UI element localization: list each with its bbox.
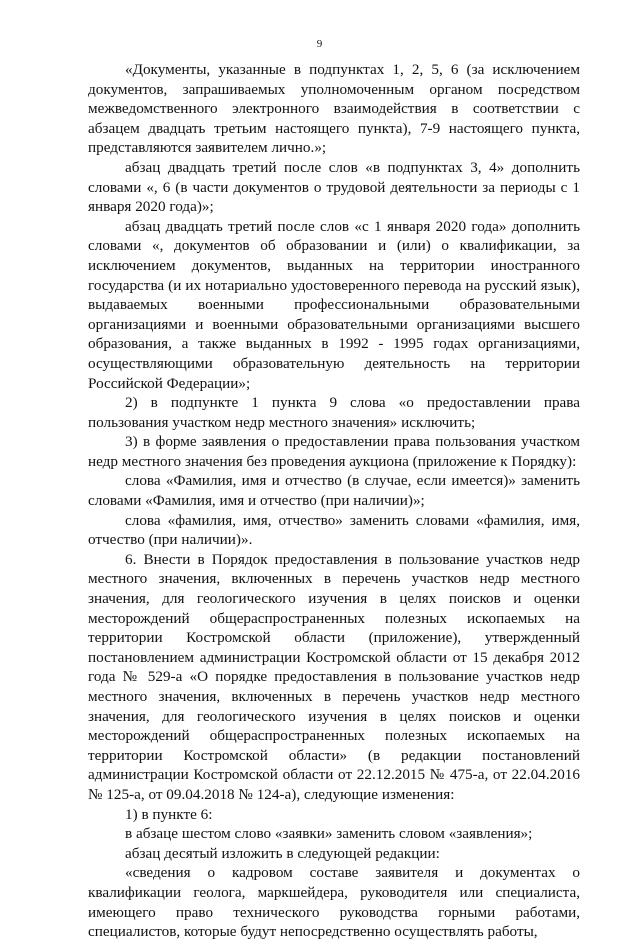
paragraph: 6. Внести в Порядок предоставления в пользование участков недр местного значения, включенных в перечень участков недр местного значения, для геологического изучения в целях поисков и оценки месторождений общераспространенных полезных ископаемых на территории Костромской области (приложение), утвержденный постановлением администрации Костромской области от 15 декабря 2012 года № 529-а «О порядке предоставления в пользование участков недр местного значения, включенных в перечень участков недр местного значения, для геологического изучения в целях поисков и оценки месторождений общераспространенных полезных ископаемых на территории Костромской области» (в редакции постановлений администрации Костромской области от 22.12.2015 № 475-а, от 22.04.2016 № 125-а, от 09.04.2018 № 124-а), следующие изменения: — [88, 550, 580, 803]
paragraph: абзац двадцать третий после слов «в подпунктах 3, 4» дополнить словами «, 6 (в части документов о трудовой деятельности за периоды с 1 января 2020 года)»; — [88, 158, 580, 216]
paragraph: «сведения о кадровом составе заявителя и документах о квалификации геолога, маркшейдера, руководителя или специалиста, имеющего право технического руководства горными работами, специалистов, которые будут непосредственно осуществлять работы, — [88, 864, 580, 941]
document-body — [88, 60, 580, 942]
paragraph: 2) в подпункте 1 пункта 9 слова «о предоставлении права пользования участком недр местного значения» исключить; — [88, 394, 580, 431]
page-number: 9 — [316, 38, 323, 50]
paragraph: 3) в форме заявления о предоставлении права пользования участком недр местного значения без проведения аукциона (приложение к Порядку): — [88, 433, 580, 470]
paragraph: абзац десятый изложить в следующей редакции: — [125, 844, 440, 862]
paragraph: «Документы, указанные в подпунктах 1, 2, 5, 6 (за исключением документов, запрашиваемых уполномоченным органом посредством межведомственного электронного взаимодействия в соответствии с абзацем двадцать третьим настоящего пункта), 7-9 настоящего пункта, представляются заявителем лично.»; — [88, 61, 580, 157]
paragraph: 1) в пункте 6: — [125, 805, 213, 823]
paragraph: слова «фамилия, имя, отчество» заменить словами «фамилия, имя, отчество (при наличии)». — [88, 511, 580, 549]
paragraph: абзац двадцать третий после слов «с 1 января 2020 года» дополнить словами «, документов об образовании и (или) о квалификации, за исключением документов, выданных на территории иностранного государства (и их нотариально удостоверенного перевода на русский язык), выдаваемых военными профессиональными образовательными организациями и военными образовательными организациями высшего образования, а также выданных в 1992 - 1995 годах организациями, осуществляющими образовательную деятельность на территории Российской Федерации»; — [88, 217, 580, 392]
paragraph: слова «Фамилия, имя и отчество (в случае, если имеется)» заменить словами «Фамилия, имя и отчество (при наличии)»; — [88, 472, 580, 510]
paragraph: в абзаце шестом слово «заявки» заменить словом «заявления»; — [125, 825, 533, 843]
